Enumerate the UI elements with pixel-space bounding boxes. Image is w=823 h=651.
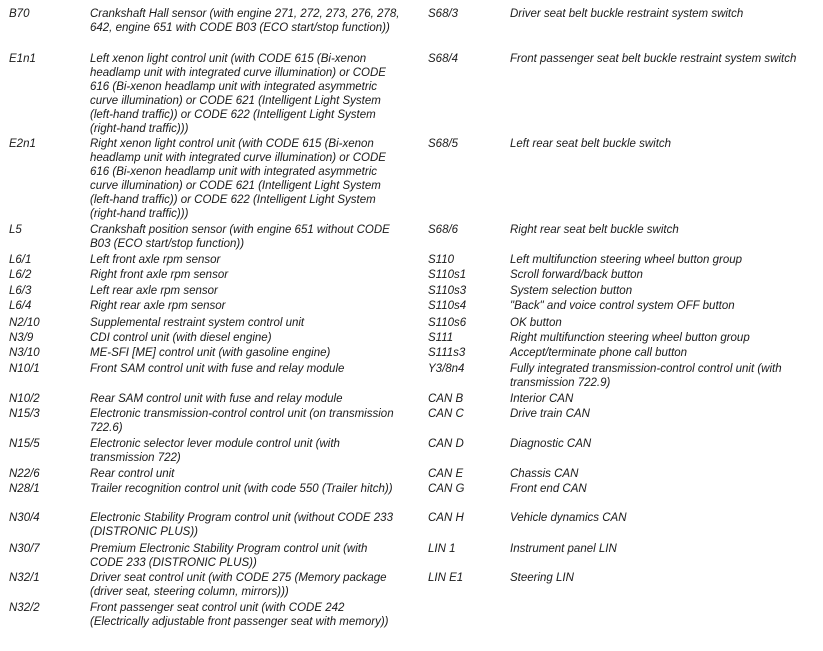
component-code: LIN E1 — [428, 572, 464, 584]
component-code: S68/5 — [428, 138, 459, 150]
component-description: Crankshaft Hall sensor (with engine 271, 272, 273, 276, 278, 642, engine 651 with CODE B03 (ECO start/stop function)) — [90, 8, 400, 34]
component-description: Vehicle dynamics CAN — [510, 512, 627, 524]
component-code: N30/7 — [9, 543, 40, 555]
component-code: CAN H — [428, 512, 464, 524]
component-description: Fully integrated transmission-control control unit (with transmission 722.9) — [510, 363, 782, 389]
component-description: Rear SAM control unit with fuse and relay module — [90, 393, 343, 405]
component-code: N10/1 — [9, 363, 40, 375]
component-code: LIN 1 — [428, 543, 456, 555]
component-code: N3/9 — [9, 332, 34, 344]
component-code: N15/3 — [9, 408, 40, 420]
component-description: Rear control unit — [90, 468, 175, 480]
component-code: CAN D — [428, 438, 464, 450]
component-code: N22/6 — [9, 468, 40, 480]
component-code: N2/10 — [9, 317, 40, 329]
component-description: Electronic Stability Program control unit (without CODE 233 (DISTRONIC PLUS)) — [90, 512, 393, 538]
component-code: L6/2 — [9, 269, 32, 281]
component-description: Right front axle rpm sensor — [90, 269, 229, 281]
component-description: Front end CAN — [510, 483, 587, 495]
component-description: Left front axle rpm sensor — [90, 254, 221, 266]
component-description: "Back" and voice control system OFF button — [510, 300, 735, 312]
component-code: N3/10 — [9, 347, 40, 359]
component-description: Right multifunction steering wheel button group — [510, 332, 750, 344]
component-code: B70 — [9, 8, 30, 20]
component-code: S111 — [428, 332, 454, 344]
component-code: N32/1 — [9, 572, 40, 584]
component-description: Electronic selector lever module control unit (with transmission 722) — [90, 438, 340, 464]
component-description: Diagnostic CAN — [510, 438, 592, 450]
component-description: Right xenon light control unit (with CODE 615 (Bi-xenon headlamp unit with integrated curve illumination) or CODE 616 (Bi-xenon headlamp unit with integrated asymmetric curve illumination) or CODE 621 (Intelligent Light System (left-hand traffic)) or CODE 622 (Intelligent Light System (right-hand traffic))) — [90, 138, 386, 220]
component-code: E2n1 — [9, 138, 36, 150]
component-code: N32/2 — [9, 602, 40, 614]
component-description: Accept/terminate phone call button — [510, 347, 688, 359]
component-description: Premium Electronic Stability Program control unit (with CODE 233 (DISTRONIC PLUS)) — [90, 543, 368, 569]
component-description: OK button — [510, 317, 562, 329]
component-description: Electronic transmission-control control unit (on transmission 722.6) — [90, 408, 394, 434]
component-code: N30/4 — [9, 512, 40, 524]
component-code: S110s4 — [428, 300, 467, 312]
component-code: S110s1 — [428, 269, 467, 281]
component-code: S110s3 — [428, 285, 467, 297]
component-description: System selection button — [510, 285, 633, 297]
component-description: Trailer recognition control unit (with code 550 (Trailer hitch)) — [90, 483, 393, 495]
component-description: ME-SFI [ME] control unit (with gasoline engine) — [90, 347, 331, 359]
component-description: Crankshaft position sensor (with engine 651 without CODE B03 (ECO start/stop function)) — [90, 224, 390, 250]
component-code: S110 — [428, 254, 455, 266]
component-code: CAN E — [428, 468, 464, 480]
component-description: Right rear seat belt buckle switch — [510, 224, 679, 236]
component-description: Front passenger seat belt buckle restraint system switch — [510, 53, 797, 65]
component-description: Driver seat belt buckle restraint system switch — [510, 8, 744, 20]
component-code: S111s3 — [428, 347, 466, 359]
component-code: CAN B — [428, 393, 464, 405]
component-description: Scroll forward/back button — [510, 269, 643, 281]
component-code: CAN G — [428, 483, 465, 495]
component-description: Front passenger seat control unit (with CODE 242 (Electrically adjustable front passenger seat with memory)) — [90, 602, 389, 628]
component-code: N10/2 — [9, 393, 40, 405]
component-description: CDI control unit (with diesel engine) — [90, 332, 272, 344]
component-description: Drive train CAN — [510, 408, 590, 420]
component-code: S68/6 — [428, 224, 459, 236]
component-code: CAN C — [428, 408, 464, 420]
component-code: N28/1 — [9, 483, 40, 495]
component-description: Right rear axle rpm sensor — [90, 300, 226, 312]
component-description: Interior CAN — [510, 393, 574, 405]
component-code: N15/5 — [9, 438, 40, 450]
component-description: Left multifunction steering wheel button group — [510, 254, 743, 266]
component-description: Front SAM control unit with fuse and relay module — [90, 363, 345, 375]
component-code: S110s6 — [428, 317, 467, 329]
component-description: Instrument panel LIN — [510, 543, 617, 555]
component-description: Left rear axle rpm sensor — [90, 285, 218, 297]
component-code: L6/3 — [9, 285, 32, 297]
component-description: Steering LIN — [510, 572, 574, 584]
component-code: L6/1 — [9, 254, 32, 266]
component-description: Chassis CAN — [510, 468, 579, 480]
component-code: L6/4 — [9, 300, 32, 312]
component-description: Supplemental restraint system control unit — [90, 317, 305, 329]
component-code: S68/4 — [428, 53, 459, 65]
component-code: S68/3 — [428, 8, 459, 20]
component-code: Y3/8n4 — [428, 363, 465, 375]
component-code: E1n1 — [9, 53, 36, 65]
component-description: Left rear seat belt buckle switch — [510, 138, 672, 150]
component-code: L5 — [9, 224, 22, 236]
component-description: Driver seat control unit (with CODE 275 (Memory package (driver seat, steering column, mirrors))) — [90, 572, 387, 598]
component-description: Left xenon light control unit (with CODE 615 (Bi-xenon headlamp unit with integrated curve illumination) or CODE 616 (Bi-xenon headlamp unit with integrated asymmetric curve illumination) or CODE 621 (Intelligent Light System (left-hand traffic)) or CODE 622 (Intelligent Light System (right-hand traffic))) — [90, 53, 386, 135]
